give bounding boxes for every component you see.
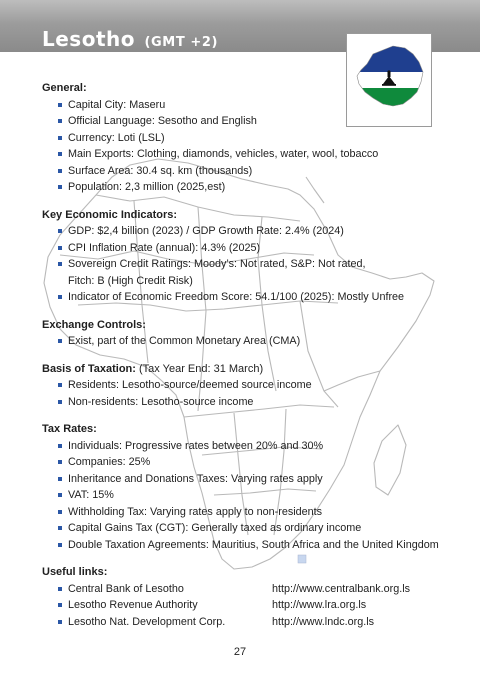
list-item: Individuals: Progressive rates between 20% and 30% bbox=[58, 438, 442, 455]
credit-ratings-continuation: Fitch: B (High Credit Risk) bbox=[68, 274, 193, 287]
section-title-general: General: bbox=[42, 82, 87, 94]
section-title-exchange: Exchange Controls: bbox=[42, 318, 146, 331]
page-title bbox=[42, 27, 218, 51]
link-name: Lesotho Nat. Development Corp. bbox=[68, 615, 226, 628]
section-exchange bbox=[42, 317, 442, 350]
list-item: Companies: 25% bbox=[58, 454, 442, 471]
timezone-label: (GMT +2) bbox=[144, 35, 219, 50]
list-item: Currency: Loti (LSL) bbox=[58, 130, 442, 147]
link-url[interactable]: http://www.lndc.org.ls bbox=[272, 615, 375, 628]
link-row bbox=[58, 597, 442, 614]
list-item: Exist, part of the Common Monetary Area (CMA) bbox=[58, 333, 442, 350]
list-item: GDP: $2,4 billion (2023) / GDP Growth Rate: 2.4% (2024) bbox=[58, 223, 442, 240]
list-item: Indicator of Economic Freedom Score: 54.1/100 (2025): Mostly Unfree bbox=[58, 289, 442, 306]
list-item-credit-ratings bbox=[58, 256, 442, 289]
tax-rates-list bbox=[42, 438, 442, 554]
section-economic bbox=[42, 207, 442, 306]
section-taxation bbox=[42, 361, 442, 411]
taxation-title: Basis of Taxation: bbox=[42, 362, 136, 375]
section-links bbox=[42, 564, 442, 630]
links-list bbox=[42, 581, 442, 631]
list-item: CPI Inflation Rate (annual): 4.3% (2025) bbox=[58, 240, 442, 257]
list-item: Inheritance and Donations Taxes: Varying rates apply bbox=[58, 471, 442, 488]
list-item: Double Taxation Agreements: Mauritius, South Africa and the United Kingdom bbox=[58, 537, 442, 554]
list-item: Official Language: Sesotho and English bbox=[58, 113, 442, 130]
list-item: Capital Gains Tax (CGT): Generally taxed as ordinary income bbox=[58, 520, 442, 537]
section-title-economic: Key Economic Indicators: bbox=[42, 208, 178, 221]
taxation-list bbox=[42, 377, 442, 410]
section-tax-rates bbox=[42, 421, 442, 553]
list-item: Capital City: Maseru bbox=[58, 97, 442, 114]
economic-list bbox=[42, 223, 442, 306]
link-name: Central Bank of Lesotho bbox=[68, 582, 184, 595]
section-title-tax-rates: Tax Rates: bbox=[42, 423, 97, 435]
section-general bbox=[42, 80, 442, 196]
content bbox=[42, 80, 442, 641]
list-item: Non-residents: Lesotho-source income bbox=[58, 394, 442, 411]
section-title-links: Useful links: bbox=[42, 566, 108, 578]
link-row bbox=[58, 614, 442, 631]
list-item: VAT: 15% bbox=[58, 487, 442, 504]
credit-ratings-line: Sovereign Credit Ratings: Moody’s: Not rated, S&P: Not rated, bbox=[68, 258, 366, 270]
list-item: Surface Area: 30.4 sq. km (thousands) bbox=[58, 163, 442, 180]
exchange-list bbox=[42, 333, 442, 350]
general-list bbox=[42, 97, 442, 196]
list-item: Residents: Lesotho-source/deemed source income bbox=[58, 377, 442, 394]
tax-year-end: (Tax Year End: 31 March) bbox=[135, 362, 264, 375]
country-name: Lesotho bbox=[42, 27, 135, 51]
link-name: Lesotho Revenue Authority bbox=[68, 599, 198, 611]
page-number: 27 bbox=[233, 646, 247, 658]
list-item: Main Exports: Clothing, diamonds, vehicles, water, wool, tobacco bbox=[58, 146, 442, 163]
section-title-taxation bbox=[42, 361, 442, 378]
list-item: Population: 2,3 million (2025,est) bbox=[58, 179, 442, 196]
list-item: Withholding Tax: Varying rates apply to non-residents bbox=[58, 504, 442, 521]
link-url[interactable]: http://www.lra.org.ls bbox=[272, 599, 367, 611]
link-row bbox=[58, 581, 442, 598]
link-url[interactable]: http://www.centralbank.org.ls bbox=[272, 582, 411, 595]
